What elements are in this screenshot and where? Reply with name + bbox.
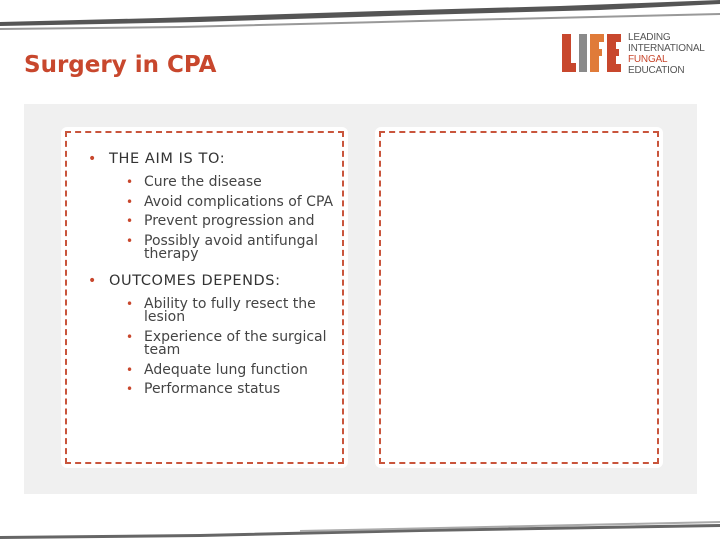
logo-line-1: LEADING [628, 32, 671, 43]
list-item: • Avoid complications of CPA [126, 196, 338, 210]
bottom-brush-stroke [0, 516, 720, 540]
bullet-list [88, 150, 338, 407]
list-item: • Cure the disease [126, 176, 338, 190]
list-item: • Prevent progression and [126, 215, 338, 229]
life-logo-mark [560, 30, 622, 76]
list-item: • Experience of the surgical team [126, 331, 338, 358]
logo-line-2: INTERNATIONAL [628, 43, 705, 54]
life-logo [560, 30, 710, 78]
logo-wordmark [628, 32, 705, 76]
section-heading-aim: • THE AIM IS TO: [88, 150, 338, 168]
list-item: • Adequate lung function [126, 364, 338, 378]
logo-line-4: EDUCATION [628, 65, 685, 76]
list-item: • Possibly avoid antifungal therapy [126, 235, 338, 262]
page-title: Surgery in CPA [24, 52, 217, 78]
outcomes-list [126, 295, 338, 397]
list-item: • Ability to fully resect the lesion [126, 298, 338, 325]
list-item: • Performance status [126, 383, 338, 397]
aim-list [126, 176, 338, 262]
section-heading-outcomes: • OUTCOMES DEPENDS: [88, 272, 338, 290]
right-image-box [375, 127, 663, 468]
logo-line-3: FUNGAL [628, 54, 668, 65]
